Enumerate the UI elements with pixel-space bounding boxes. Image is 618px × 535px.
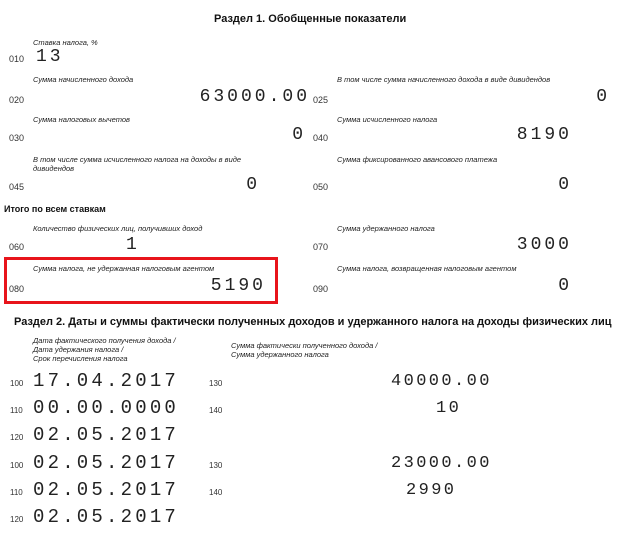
col1-caption-line3: Срок перечисления налога <box>33 354 128 363</box>
field-010-value: 13 <box>36 47 64 67</box>
field-090-value: 0 <box>558 276 572 296</box>
block2-line1-amount-code: 130 <box>209 461 223 470</box>
field-070-code: 070 <box>313 242 329 252</box>
block1-line2-amount-code: 140 <box>209 406 223 415</box>
field-030-caption: Сумма налоговых вычетов <box>33 115 130 124</box>
block1-line2-code: 110 <box>10 406 23 415</box>
block1-line1-amount: 40000.00 <box>391 372 492 391</box>
block1-line1-amount-code: 130 <box>209 379 223 388</box>
block1-line3-date: 02.05.2017 <box>33 424 180 446</box>
field-080-caption: Сумма налога, не удержанная налоговым агентом <box>33 264 215 273</box>
block1-line1-date: 17.04.2017 <box>33 370 180 392</box>
field-090-caption: Сумма налога, возвращенная налоговым агентом <box>337 264 517 273</box>
block2-line2-code: 110 <box>10 488 23 497</box>
field-030-value: 0 <box>292 125 306 145</box>
col1-caption-line2: Дата удержания налога / <box>33 345 124 354</box>
section1-title: Раздел 1. Обобщенные показатели <box>214 13 407 25</box>
field-050-code: 050 <box>313 182 329 192</box>
field-045-caption-line1: В том числе сумма исчисленного налога на доходы в виде <box>33 155 242 164</box>
field-025-value: 0 <box>596 87 610 107</box>
block2-line2-amount: 2990 <box>406 481 457 500</box>
block1-line3-code: 120 <box>10 433 24 442</box>
block1-line2-date: 00.00.0000 <box>33 397 180 419</box>
field-045-caption-line2: дивидендов <box>33 164 75 173</box>
block2-line1-date: 02.05.2017 <box>33 452 180 474</box>
block2-line1-code: 100 <box>10 461 24 470</box>
block2-line2-amount-code: 140 <box>209 488 223 497</box>
block2-line3-code: 120 <box>10 515 24 524</box>
col2-caption-line2: Сумма удержанного налога <box>231 350 329 359</box>
field-070-value: 3000 <box>516 235 572 255</box>
block1-line2-amount: 10 <box>436 399 462 418</box>
block2-line3-date: 02.05.2017 <box>33 506 180 528</box>
field-050-caption: Сумма фиксированного авансового платежа <box>337 155 498 164</box>
field-060-code: 060 <box>9 242 25 252</box>
field-010-code: 010 <box>9 54 25 64</box>
field-060-value: 1 <box>126 235 140 255</box>
field-060-caption: Количество физических лиц, получивших доход <box>33 224 203 233</box>
field-025-caption: В том числе сумма начисленного дохода в виде дивидендов <box>337 75 551 84</box>
field-025-code: 025 <box>313 95 329 105</box>
field-070-caption: Сумма удержанного налога <box>337 224 435 233</box>
field-020-code: 020 <box>9 95 25 105</box>
field-080-value: 5190 <box>210 276 266 296</box>
field-040-caption: Сумма исчисленного налога <box>337 115 438 124</box>
totals-heading: Итого по всем ставкам <box>4 204 106 214</box>
block2-line1-amount: 23000.00 <box>391 454 492 473</box>
field-030-code: 030 <box>9 133 25 143</box>
field-050-value: 0 <box>558 175 572 195</box>
block1-line1-code: 100 <box>10 379 24 388</box>
field-080-code: 080 <box>9 284 25 294</box>
field-045-value: 0 <box>246 175 260 195</box>
field-040-code: 040 <box>313 133 329 143</box>
field-040-value: 8190 <box>516 125 572 145</box>
col2-caption-line1: Сумма фактически полученного дохода / <box>231 341 378 350</box>
block2-line2-date: 02.05.2017 <box>33 479 180 501</box>
section2-title: Раздел 2. Даты и суммы фактически полученных доходов и удержанного налога на доходы физических лиц <box>14 316 612 328</box>
field-045-code: 045 <box>9 182 25 192</box>
field-010-caption: Ставка налога, % <box>33 38 98 47</box>
col1-caption-line1: Дата фактического получения дохода / <box>33 336 176 345</box>
field-020-caption: Сумма начисленного дохода <box>33 75 134 84</box>
field-090-code: 090 <box>313 284 329 294</box>
field-020-value: 63000.00 <box>199 87 310 107</box>
